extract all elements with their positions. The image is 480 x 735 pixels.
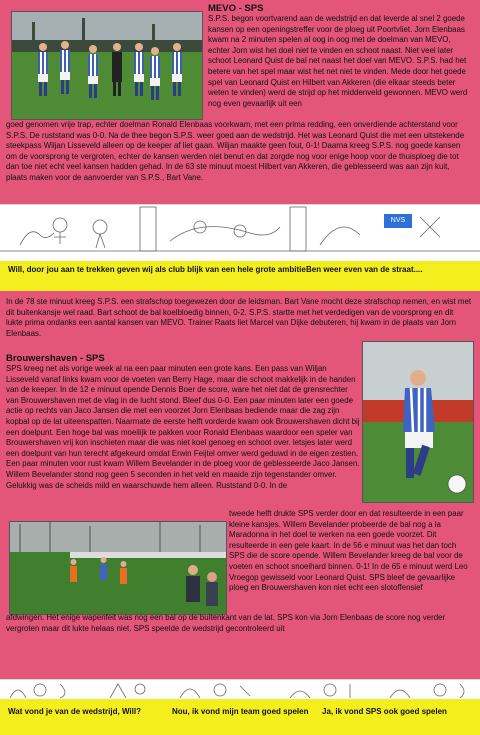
mevo-paragraph-full: goed genomen vrije trap, echter doelman Ronald Elenbaas voorkwam, met een prima redding, een onverdiende achterstand voor S.P.S. De ruststand was 0-0. Na de thee begon S.P.S. weer goed aan de wedstrijd. Het was Leonard Quist die met een uitstekende steekpass Wiljan Lisseveld alleen op de keeper af liet gaan. Wiljan maakte geen fout, 0-1! Daarna kreeg S.P.S. nog goede kansen om de voorsprong te vergroten, echter de kansen werden niet benut en dat zorgde nog voor enige hoop voor de thuisploeg die tot dan toe niet echt veel kansen hadden gehad. In de 63 ste minuut moest Hilbert van Akkeren, die geblesseerd was aan zijn kuit, plaats maken voor de aanvoerder van S.P.S., Bart Vane. bbox=[6, 120, 465, 182]
caption-bar-2 bbox=[0, 699, 480, 735]
caption-answer-2: Ja, ik vond SPS ook goed spelen bbox=[322, 707, 447, 716]
mevo-paragraph-top: S.P.S. begon voortvarend aan de wedstrijd en dat leverde al snel 2 goede kansen op een openingstreffer voor de ploeg uit Poortvliet. Jorn Elenbaas kwam na 2 minuten spelen al oog in oog met de doelman van MEVO, echter Jorn wist het doel niet te vinden en schoot naast. Niet veel later schoot Leonard Quist de bal net naast het doel van MEVO. S.P.S. had het betere van het spel maar wist het net niet te vinden. Mede door het goede spel van Leonard Quist en Hilbert van Akkeren (die elkaar steeds beter weten te vinden) werd de strijd op het middenveld gewonnen. MEVO werd nog even gevaarlijk uit een bbox=[208, 14, 468, 108]
comic-sketch-2 bbox=[0, 680, 480, 700]
nvs-sign bbox=[384, 214, 412, 228]
match-photo bbox=[9, 521, 227, 615]
comic-strip-1 bbox=[0, 204, 480, 263]
brouwershaven-heading: Brouwershaven - SPS bbox=[6, 353, 105, 364]
caption-right: Ben weer even van de straat.... bbox=[306, 265, 423, 274]
mevo-heading: MEVO - SPS bbox=[208, 3, 264, 14]
nvs-sign-label: NVS bbox=[390, 217, 406, 224]
comic-strip-2 bbox=[0, 679, 480, 701]
caption-answer-1: Nou, ik vond mijn team goed spelen bbox=[172, 707, 309, 716]
player-photo bbox=[362, 341, 474, 503]
intro-paragraph: In de 78 ste minuut kreeg S.P.S. een strafschop toegewezen door de leidsman. Bart Vane mocht deze strafschop nemen, en wist met dit buitenkansje wel raad. Bart schoot de bal koelbloedig binnen, 0-2. S.P.S. startte met het verdedigen van de voorsprong en dit lukte prima ondanks een aantal kansen van MEVO. Trainer Raats liet Marcel van Dijke debuteren, hij kwam in de plaats van Jorn Elenbaas. bbox=[6, 297, 472, 338]
section-mevo bbox=[0, 0, 480, 204]
brouwershaven-paragraph-bottom: afdwingen. Het enige wapenfeit was nog een bal op de buitenkant van de lat. SPS kon via Jorn Elenbaas de score nog verder vergroten maar dit lukte helaas niet. SPS speelde de wedstrijd gecontroleerd uit bbox=[6, 613, 446, 633]
mevo-top-column bbox=[208, 3, 474, 109]
brouwershaven-paragraph-right: tweede helft drukte SPS verder door en dat resulteerde in een paar kleine kansjes. Willem Bevelander probeerde de bal nog a la Maradonna in het doel te werken na een goede voorzet. Dit resulteerde in een gele kaart. In de 56 e minuut was het dan toch SPS die de score opende. Willem Bevelander kreeg de bal voor de voeten en schoot snoeihard binnen. 0-1! In de 65 e minuut werd Leo Vroegop gewisseld voor Leonard Quist. SPS bleef de gevaarlijke ploeg en Brouwershaven kon niet echt een slotoffensief bbox=[229, 509, 468, 593]
section-brouwershaven bbox=[0, 291, 480, 679]
team-photo-mevo bbox=[11, 11, 203, 120]
caption-left: Will, door jou aan te trekken geven wij als club blijk van een hele grote ambitie bbox=[8, 265, 306, 274]
brouwershaven-paragraph-left: SPS kreeg net als vorige week al na een paar minuten een grote kans. Een pass van Wiljan Lisseveld vanaf links kwam voor de voeten van Berry Hage, maar die schoot makkelijk in de handen van de keeper. In de 12 e minuut opende Dennis Boer de score, ware het niet dat de grensrechter van Brouwershaven met de vlag in de lucht stond. Bleef dus 0-0. Een paar minuten later een goede actie op rechts van Jaco Jansen die met een voorzet Jorn Elenbaas bediende maar die zag zijn kopbal op de lat uiteenspatten. Naarmate de eerste helft vorderde kwam ook Brouwershaven dicht bij een doelpunt. Een hoge bal was moeilijk te pakken voor Ronald Elenbaas waardoor een speler van Brouwershaven vrij kon inschieten maar die was niet koel genoeg en schoot over. letsjes later werd een doelpunt van hun terecht afgekeurd omdat Erwin Feijtel omver werd geduwd in de eigen zestien. Een paar minuten voor rust kwam Willem Bevelander in de ploeg voor de geblesseerde Jaco Jansen. Willem Bevelander stond nog geen 5 seconden in het veld en maaide zijn tegenstander omver. Gelukkig was de scheids mild en waarschuwde hem alleen. Ruststand 0-0. In de bbox=[6, 364, 360, 490]
brouwershaven-left-column bbox=[6, 353, 360, 491]
caption-bar-1 bbox=[0, 261, 480, 291]
caption-question: Wat vond je van de wedstrijd, Will? bbox=[8, 707, 141, 716]
